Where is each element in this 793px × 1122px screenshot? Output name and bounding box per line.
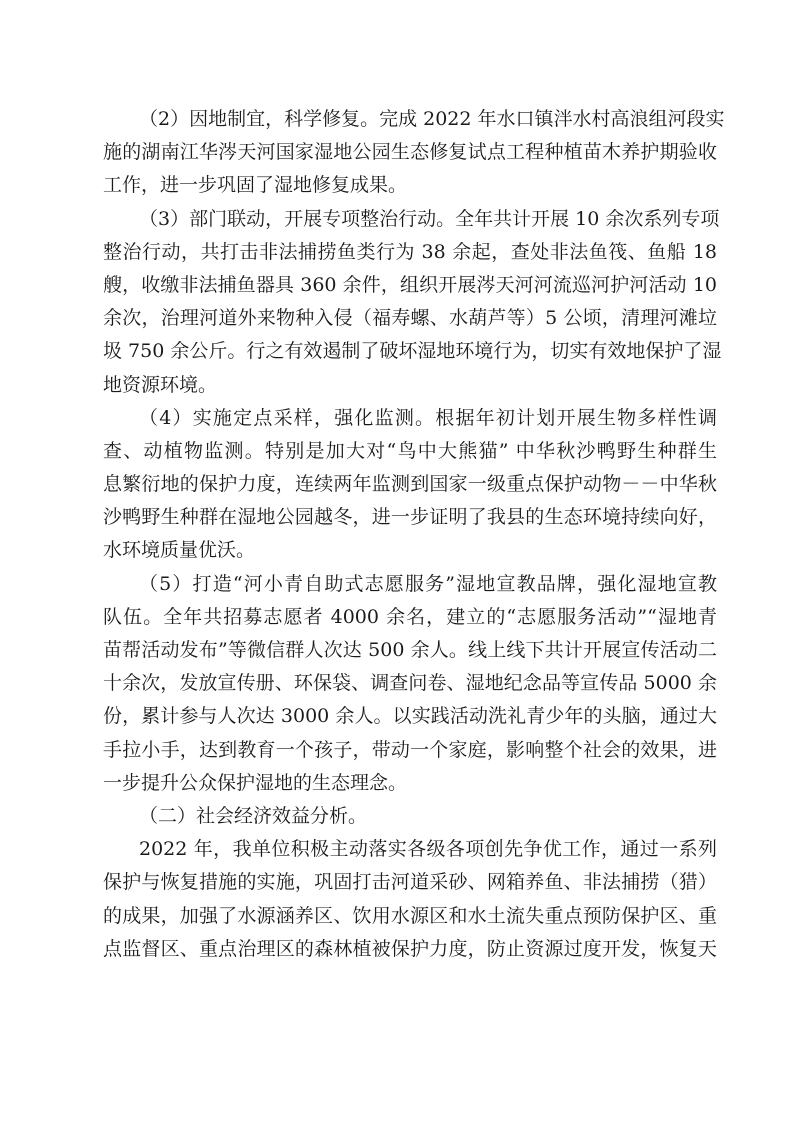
text-line: （3）部门联动，开展专项整治行动。全年共计开展 10 余次系列专项 bbox=[139, 207, 720, 230]
text-line: 十余次，发放宣传册、环保袋、调查问卷、湿地纪念品等宣传品 5000 余 bbox=[103, 672, 717, 695]
section-heading-socioeconomic bbox=[103, 800, 717, 833]
text-line: 息繁衍地的保护力度，连续两年监测到国家一级重点保护动物－－中华秋 bbox=[103, 473, 717, 496]
text-line: 水环境质量优沃。 bbox=[103, 539, 256, 562]
text-line: 沙鸭野生种群在湿地公园越冬，进一步证明了我县的生态环境持续向好， bbox=[103, 506, 717, 529]
text-line: 手拉小手，达到教育一个孩子，带动一个家庭，影响整个社会的效果，进 bbox=[103, 738, 717, 761]
text-line: 的成果，加强了水源涵养区、饮用水源区和水土流失重点预防保护区、重 bbox=[103, 904, 717, 927]
text-line: 圾 750 余公斤。行之有效遏制了破坏湿地环境行为，切实有效地保护了湿 bbox=[103, 340, 722, 363]
paragraph-volunteer-education bbox=[103, 568, 717, 800]
text-line: 查、动植物监测。特别是加大对“鸟中大熊猫” 中华秋沙鸭野生种群生 bbox=[103, 439, 717, 462]
text-line: 点监督区、重点治理区的森林植被保护力度，防止资源过度开发，恢复天 bbox=[103, 937, 717, 960]
text-line: 地资源环境。 bbox=[103, 373, 218, 396]
text-line: （4）实施定点采样，强化监测。根据年初计划开展生物多样性调 bbox=[139, 406, 717, 429]
text-line: 苗帮活动发布”等微信群人次达 500 余人。线上线下共计开展宣传活动二 bbox=[103, 639, 717, 661]
text-line: （5）打造“河小青自助式志愿服务”湿地宣教品牌，强化湿地宣教 bbox=[139, 572, 717, 595]
text-line: 队伍。全年共招募志愿者 4000 余名，建立的“志愿服务活动”“湿地青 bbox=[103, 605, 717, 628]
document-page bbox=[103, 103, 725, 966]
text-line: 2022 年，我单位积极主动落实各级各项创先争优工作，通过一系列 bbox=[139, 838, 717, 861]
text-line: 施的湖南江华涔天河国家湿地公园生态修复试点工程种植苗木养护期验收 bbox=[103, 141, 717, 164]
paragraph-socioeconomic-benefits bbox=[103, 833, 717, 966]
text-line: 整治行动，共打击非法捕捞鱼类行为 38 余起，查处非法鱼筏、鱼船 18 bbox=[103, 240, 717, 263]
text-line: （二）社会经济效益分析。 bbox=[139, 804, 368, 827]
paragraph-monitoring bbox=[103, 402, 717, 568]
text-line: 工作，进一步巩固了湿地修复成果。 bbox=[103, 174, 408, 197]
paragraph-site-restoration bbox=[103, 103, 725, 203]
text-line: 份，累计参与人次达 3000 余人。以实践活动洗礼青少年的头脑，通过大 bbox=[103, 705, 717, 728]
text-line: 余次，治理河道外来物种入侵（福寿螺、水葫芦等）5 公顷，清理河滩垃 bbox=[103, 307, 717, 330]
text-line: 保护与恢复措施的实施，巩固打击河道采砂、网箱养鱼、非法捕捞（猎） bbox=[103, 871, 717, 894]
paragraph-joint-enforcement bbox=[103, 203, 722, 402]
text-line: 艘，收缴非法捕鱼器具 360 余件，组织开展涔天河河流巡河护河活动 10 bbox=[103, 273, 717, 296]
text-line: 一步提升公众保护湿地的生态理念。 bbox=[103, 771, 408, 794]
text-line: （2）因地制宜，科学修复。完成 2022 年水口镇泮水村高浪组河段实 bbox=[139, 108, 725, 130]
